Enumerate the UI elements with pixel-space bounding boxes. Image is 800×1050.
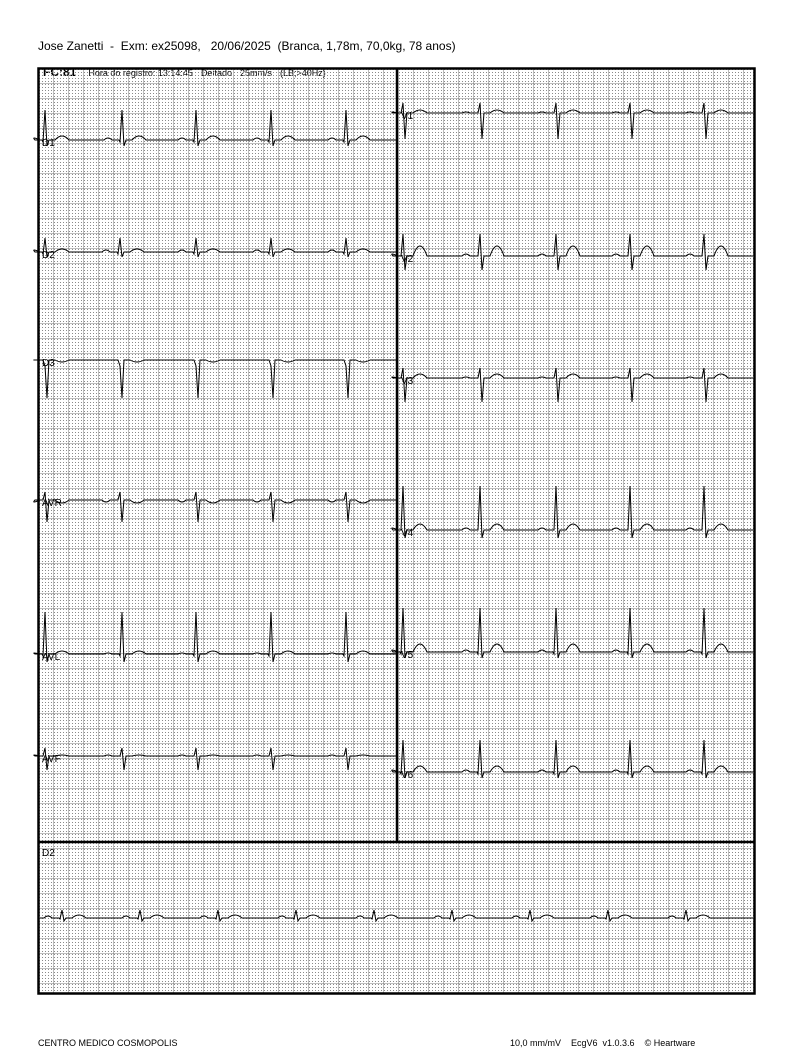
lead-label-avf: AVF <box>42 754 61 765</box>
lead-label-v3: V3 <box>401 376 414 387</box>
clinic-name: CENTRO MEDICO COSMOPOLIS <box>38 1038 178 1048</box>
brand-name: © Heartware <box>644 1038 696 1048</box>
lead-label-d2: D2 <box>42 250 55 261</box>
lead-label-v4: V4 <box>401 528 414 539</box>
gain-setting: 10,0 mm/mV <box>510 1038 562 1048</box>
footer-info <box>510 1038 705 1048</box>
lead-label-v1: V1 <box>401 111 414 122</box>
lead-label-rhythm: D2 <box>42 848 55 859</box>
patient-info: Jose Zanetti - Exm: ex25098, 20/06/2025 (Branca, 1,78m, 70,0kg, 78 anos) <box>38 39 456 53</box>
lead-label-d3: D3 <box>42 358 55 369</box>
lead-label-v6: V6 <box>401 770 414 781</box>
lead-label-v5: V5 <box>401 650 414 661</box>
software-version: EcgV6 v1.0.3.6 <box>571 1038 635 1048</box>
lead-label-avr: AVR <box>42 498 62 509</box>
lead-label-v2: V2 <box>401 254 414 265</box>
lead-label-d1: D1 <box>42 138 55 149</box>
lead-label-avl: AVL <box>42 652 61 663</box>
